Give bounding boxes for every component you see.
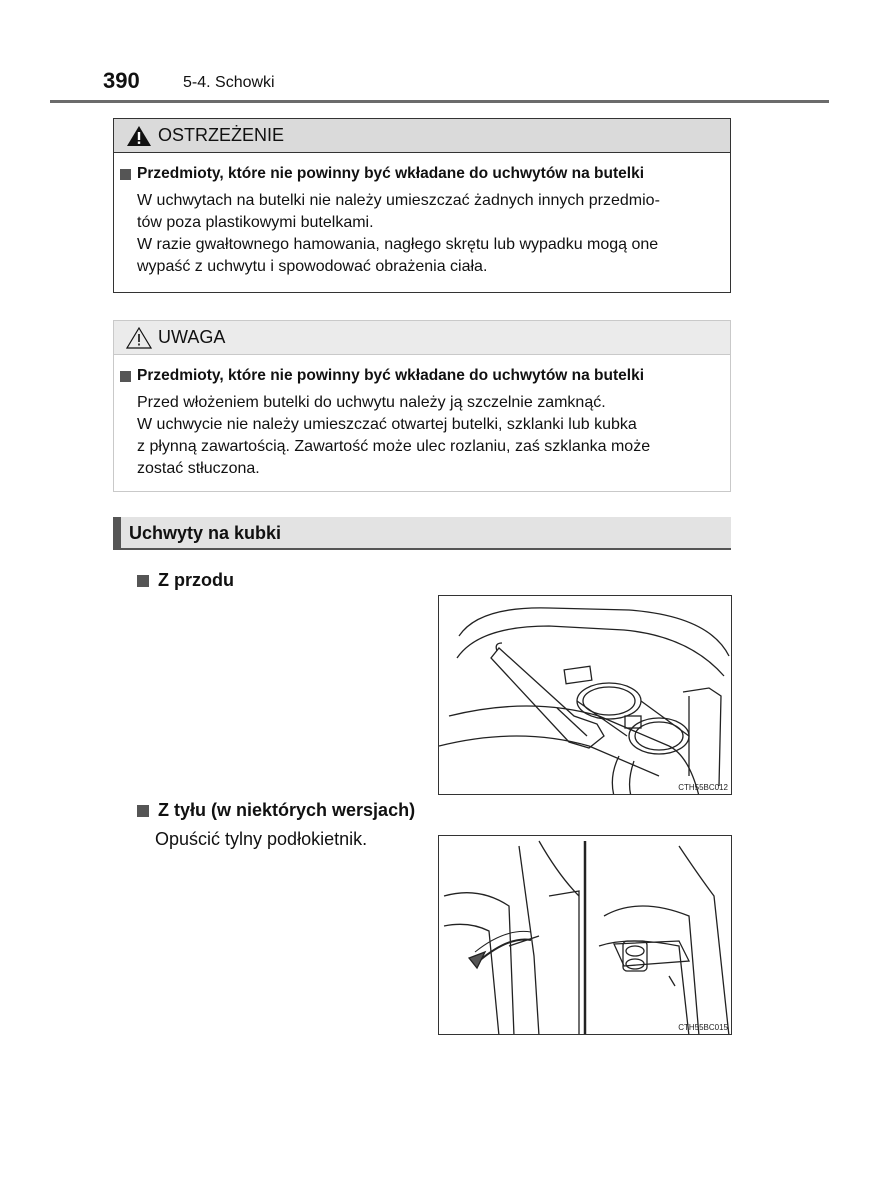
header-rule: [50, 100, 829, 103]
rear-heading: [137, 800, 415, 821]
warning-subheading: [120, 165, 644, 183]
bullet-square-icon: [137, 805, 149, 817]
caution-subheading-text: Przedmioty, które nie powinny być wkładane do uchwytów na butelki: [137, 367, 644, 384]
section-label: 5-4. Schowki: [183, 74, 275, 91]
bullet-square-icon: [120, 169, 131, 180]
rear-heading-text: Z tyłu (w niektórych wersjach): [158, 800, 416, 820]
caution-box: [113, 320, 731, 492]
warning-title: OSTRZEŻENIE: [158, 125, 285, 145]
section-rule: [113, 548, 731, 550]
front-figure-code: CTH55BC012: [678, 783, 728, 792]
front-heading-text: Z przodu: [158, 570, 234, 590]
warning-line: wypaść z uchwytu i spowodować obrażenia ciała.: [137, 258, 488, 275]
caution-line: Przed włożeniem butelki do uchwytu należy ją szczelnie zamknąć.: [137, 394, 606, 411]
page-number: 390: [103, 68, 140, 93]
section-title-bar: [113, 517, 731, 549]
caution-subheading: [120, 367, 644, 385]
rear-instruction: Opuścić tylny podłokietnik.: [155, 829, 368, 849]
warning-header: [114, 119, 730, 153]
bullet-square-icon: [137, 575, 149, 587]
warning-line: W uchwytach na butelki nie należy umieszczać żadnych innych przedmio-: [137, 192, 660, 209]
warning-line: W razie gwałtownego hamowania, nagłego skrętu lub wypadku mogą one: [137, 236, 659, 253]
caution-title: UWAGA: [158, 327, 226, 347]
caution-header: [114, 321, 730, 355]
caution-triangle-icon: [126, 326, 152, 350]
front-console-illustration: [439, 596, 732, 795]
front-cupholder-figure: [438, 595, 732, 795]
rear-cupholder-figure: [438, 835, 732, 1035]
caution-line: z płynną zawartością. Zawartość może ulec rozlaniu, zaś szklanka może: [137, 438, 651, 455]
caution-body: [137, 392, 717, 480]
warning-triangle-icon: [126, 124, 152, 148]
caution-line: zostać stłuczona.: [137, 460, 260, 477]
warning-box: [113, 118, 731, 293]
section-title: Uchwyty na kubki: [129, 522, 282, 543]
rear-armrest-illustration: [439, 836, 732, 1035]
warning-body: [137, 190, 717, 278]
warning-subheading-text: Przedmioty, które nie powinny być wkładane do uchwytów na butelki: [137, 165, 644, 182]
rear-figure-code: CTH55BC015: [678, 1023, 728, 1032]
warning-line: tów poza plastikowymi butelkami.: [137, 214, 374, 231]
front-heading: [137, 570, 234, 591]
caution-line: W uchwycie nie należy umieszczać otwartej butelki, szklanki lub kubka: [137, 416, 637, 433]
bullet-square-icon: [120, 371, 131, 382]
